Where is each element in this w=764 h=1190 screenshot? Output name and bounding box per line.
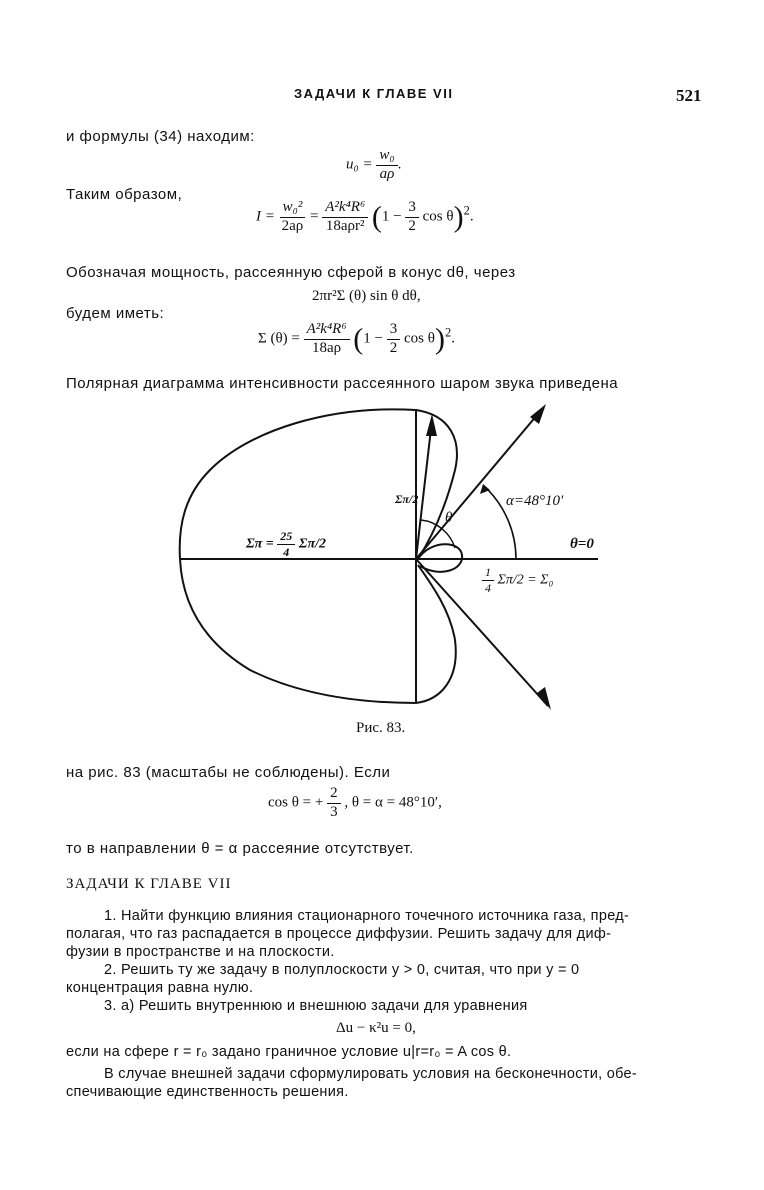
problem-line: фузии в пространстве и на плоскости. (66, 944, 335, 960)
arrowhead (480, 484, 490, 494)
problem-line: если на сфере r = r₀ задано граничное условие u|r=r₀ = A cos θ. (66, 1044, 512, 1060)
exponent: 2 (463, 203, 470, 218)
denominator: 2aρ (281, 217, 304, 234)
text-line: будем иметь: (66, 305, 165, 322)
numerator: w₀² (280, 200, 306, 218)
numerator: w₀ (376, 148, 397, 166)
paren-close: ) (453, 200, 464, 234)
alpha-label: α=48°10′ (506, 493, 564, 509)
numerator: 2 (327, 786, 341, 804)
denominator: 2 (389, 339, 398, 356)
problem-line: концентрация равна нулю. (66, 980, 254, 996)
denominator: aρ (379, 165, 395, 182)
fraction (482, 566, 494, 594)
problem-line: 1. Найти функцию влияния стационарного точечного источника газа, пред- (104, 908, 630, 924)
text-line: то в направлении θ = α рассеяние отсутствует. (66, 840, 414, 857)
problem-line: полагая, что газ распадается в процессе диффузии. Решить задачу для диф- (66, 926, 612, 942)
power-expression: 2πr²Σ (θ) sin θ dθ, (312, 288, 421, 304)
exponent: 2 (444, 325, 452, 340)
equals-sign: = (310, 208, 319, 225)
figure-caption: Рис. 83. (356, 720, 406, 736)
problem-line: В случае внешней задачи сформулировать условия на бесконечности, обе- (104, 1066, 638, 1082)
arrowhead (537, 687, 551, 710)
cos-term: cos θ (404, 330, 435, 347)
sigma-pi-lhs: Σπ = (246, 536, 274, 552)
inner-curve-upper (416, 410, 457, 559)
denominator: 4 (283, 544, 290, 559)
eq-lhs: u₀ = (346, 156, 373, 173)
page-number: 521 (676, 86, 702, 105)
lobe-lower (180, 559, 416, 703)
text-line: и формулы (34) находим: (66, 128, 255, 145)
text-line: на рис. 83 (масштабы не соблюдены). Если (66, 764, 391, 781)
equation-helmholtz: Δu − κ²u = 0, (336, 1020, 416, 1036)
numerator: 1 (482, 566, 494, 581)
paren-open: ( (371, 200, 382, 234)
eq-lhs: I = (256, 208, 275, 225)
paren-open: ( (353, 322, 364, 356)
sigma-vertical-label: Σπ/2 (395, 492, 419, 506)
numerator: 3 (405, 200, 419, 218)
problem-line: 2. Решить ту же задачу в полуплоскости y > 0, считая, что при y = 0 (104, 962, 580, 978)
inner-curve-lower (416, 565, 456, 703)
denominator: 18aρr² (325, 217, 365, 234)
text-line: Обозначая мощность, рассеянную сферой в конус dθ, через (66, 264, 516, 281)
problem-line: спечивающие единственность решения. (66, 1084, 349, 1100)
sigma-zero-label (482, 566, 553, 594)
sigma-pi-label (246, 530, 326, 558)
cos-term: cos θ (422, 208, 454, 225)
denominator: 2 (408, 217, 416, 234)
equation-I: I = $\frac{\text{w₀²}}{2a\rho}$ = $\frac{\text{A²k⁴R⁶}}{\text{18aρr²}}$ (1 − $\frac{3}{2}$ cos θ)$^2$. (256, 199, 474, 234)
arrowhead (426, 414, 437, 436)
one-minus: 1 − (381, 208, 402, 225)
numerator: 3 (387, 322, 401, 340)
eq-lhs: cos θ = + (268, 794, 324, 811)
denominator: 3 (330, 803, 338, 820)
fraction (277, 530, 295, 558)
text-line: Полярная диаграмма интенсивности рассеянного шаром звука приведена (66, 375, 619, 392)
problem-line: 3. а) Решить внутреннюю и внешнюю задачи для уравнения (104, 998, 528, 1014)
one-minus: 1 − (363, 330, 384, 347)
running-title: ЗАДАЧИ К ГЛАВЕ VII (294, 86, 454, 101)
section-title: ЗАДАЧИ К ГЛАВЕ VII (66, 876, 232, 892)
numerator: A²k⁴R⁶ (304, 322, 350, 340)
theta-zero-label: θ=0 (570, 536, 594, 552)
equation-sigma: Σ (θ) = $\frac{\text{A²k⁴R⁶}}{18a\rho}$ (1 − $\frac{3}{2}$ cos θ)$^2$. (258, 321, 455, 356)
equation-cos (268, 786, 442, 821)
numerator: 25 (277, 530, 295, 545)
sigma-zero-text: Σπ/2 = Σ₀ (497, 572, 554, 588)
denominator: 18aρ (312, 339, 342, 356)
eq-lhs: Σ (θ) = (258, 330, 300, 347)
paren-close: ) (434, 322, 445, 356)
theta-label: θ (445, 510, 453, 526)
fraction (327, 786, 341, 821)
eq-rhs: , θ = α = 48°10′, (344, 794, 442, 811)
text-line: Таким образом, (66, 186, 183, 203)
sigma-half: Σπ/2 (298, 536, 326, 552)
denominator: 4 (485, 580, 491, 595)
equation-u0: u₀ = $\frac{\text{w₀}}{a\rho}$ . (346, 147, 402, 182)
numerator: A²k⁴R⁶ (322, 200, 368, 218)
